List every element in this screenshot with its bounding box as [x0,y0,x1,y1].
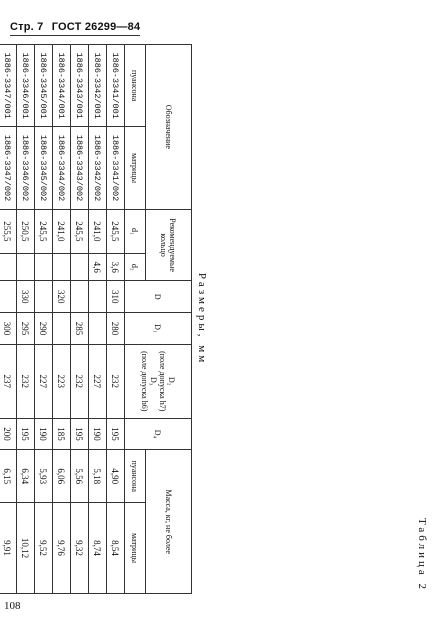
cell-d1: 250,5 [17,209,35,253]
mass-matrix-header: матрицы [125,503,146,594]
mass-punch-header: пуансона [125,450,146,503]
cell-d2 [35,254,53,281]
cell-D23: 237 [0,344,17,418]
cell-D1: 285 [71,313,89,345]
cell-D23: 232 [71,344,89,418]
D-header: D [125,281,192,313]
cell-D1: 290 [35,313,53,345]
cell-D1 [53,313,71,345]
cell-d1: 255,5 [0,209,17,253]
cell-D1: 280 [107,313,125,345]
sizes-table-body [0,45,125,594]
cell-mass-matrix: 8,54 [107,503,125,594]
cell-punch: 1886-3345/001 [35,45,53,127]
D2-note: (поле допуска h7) [158,351,167,412]
cell-D [35,281,53,313]
table-row [53,45,71,594]
cell-mass-matrix: 9,32 [71,503,89,594]
standard-title: ГОСТ 26299—84 [51,21,141,33]
cell-matrix: 1886-3345/002 [35,127,53,209]
cell-d1: 245,5 [71,209,89,253]
cell-mass-matrix: 9,76 [53,503,71,594]
ring-header: Рекомендуемые кольцо [146,209,192,281]
cell-mass-punch: 5,93 [35,450,53,503]
cell-D23: 223 [53,344,71,418]
cell-d1: 241,0 [89,209,107,253]
cell-mass-matrix: 10,12 [17,503,35,594]
cell-mass-punch: 5,18 [89,450,107,503]
cell-D4: 195 [107,418,125,450]
cell-mass-punch: 6,06 [53,450,71,503]
table-row [0,45,17,594]
cell-D1: 300 [0,313,17,345]
cell-mass-punch: 6,15 [0,450,17,503]
d1-header: d₁ [125,209,146,253]
table-row [89,45,107,594]
header-rule [10,35,140,36]
D2-label: D₂ [167,376,176,386]
cell-D: 310 [107,281,125,313]
cell-mass-punch: 5,56 [71,450,89,503]
cell-punch: 1886-3347/001 [0,45,17,127]
punch-header: пуансона [125,45,146,127]
page-number: 108 [4,600,21,612]
cell-mass-punch: 6,34 [17,450,35,503]
table-row [35,45,53,594]
cell-matrix: 1886-3346/002 [17,127,35,209]
cell-d2 [71,254,89,281]
cell-d2 [53,254,71,281]
cell-D4: 200 [0,418,17,450]
cell-D23: 232 [107,344,125,418]
cell-d2: 4,6 [89,254,107,281]
cell-D4: 195 [17,418,35,450]
cell-matrix: 1886-3342/002 [89,127,107,209]
cell-matrix: 1886-3343/002 [71,127,89,209]
table-label: Таблица 2 [416,517,428,592]
cell-punch: 1886-3343/001 [71,45,89,127]
designation-header: Обозначение [146,45,192,210]
cell-D: 330 [17,281,35,313]
cell-D4: 190 [89,418,107,450]
cell-D23: 232 [17,344,35,418]
cell-D4: 185 [53,418,71,450]
cell-mass-matrix: 8,74 [89,503,107,594]
cell-d1: 245,5 [107,209,125,253]
cell-D [89,281,107,313]
matrix-header: матрицы [125,127,146,209]
cell-D23: 227 [89,344,107,418]
D2-D3-header [125,344,192,418]
cell-mass-matrix: 9,91 [0,503,17,594]
cell-matrix: 1886-3341/002 [107,127,125,209]
page-label: Стр. 7 [10,21,44,33]
table-row [17,45,35,594]
D3-note: (поле допуска h6) [140,351,149,412]
cell-mass-matrix: 9,52 [35,503,53,594]
cell-d2 [0,254,17,281]
cell-D1 [89,313,107,345]
page-header [10,21,140,33]
table-row [71,45,89,594]
cell-mass-punch: 4,90 [107,450,125,503]
cell-matrix: 1886-3344/002 [53,127,71,209]
cell-D [71,281,89,313]
cell-matrix: 1886-3347/002 [0,127,17,209]
sizes-table [0,44,192,594]
cell-d2 [17,254,35,281]
cell-D: 320 [53,281,71,313]
cell-punch: 1886-3346/001 [17,45,35,127]
rotated-table-area [2,44,432,594]
cell-d1: 241,0 [53,209,71,253]
cell-punch: 1886-3342/001 [89,45,107,127]
mass-header: Масса, кг, не более [146,450,192,594]
cell-D4: 195 [71,418,89,450]
cell-D23: 227 [35,344,53,418]
D3-label: D₃ [149,376,158,386]
D4-header: D₄ [125,418,192,450]
cell-D4: 190 [35,418,53,450]
table-row [107,45,125,594]
cell-d1: 245,5 [35,209,53,253]
D1-header: D₁ [125,313,192,345]
cell-punch: 1886-3344/001 [53,45,71,127]
cell-D [0,281,17,313]
cell-punch: 1886-3341/001 [107,45,125,127]
cell-D1: 295 [17,313,35,345]
cell-d2: 3,6 [107,254,125,281]
d2-header: d₂ [125,254,146,281]
sizes-label: Размеры, мм [196,272,208,366]
